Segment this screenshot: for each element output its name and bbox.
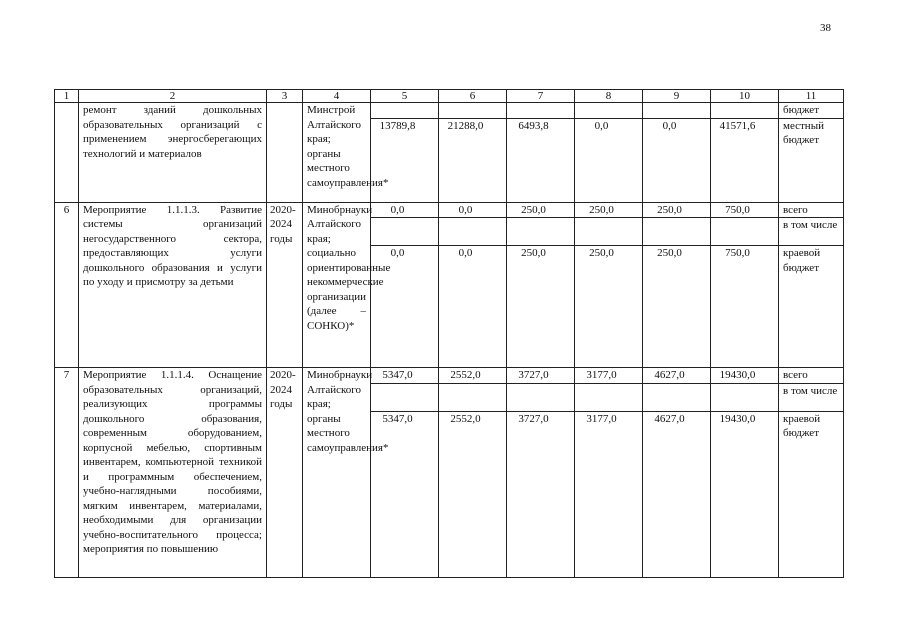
executor-cell: Минобрнауки Алтайского края; органы местного самоуправления* <box>303 368 371 578</box>
value-cell <box>507 103 575 119</box>
value-cell <box>439 218 507 246</box>
value-cell: 250,0 <box>575 246 643 368</box>
funding-source-label: краевой бюджет <box>779 411 844 577</box>
header-cell-9: 9 <box>643 90 711 103</box>
value-cell <box>371 383 439 411</box>
value-cell: 750,0 <box>711 202 779 218</box>
value-cell: 250,0 <box>643 202 711 218</box>
row-number-cell: 6 <box>55 202 79 368</box>
funding-source-label: краевой бюджет <box>779 246 844 368</box>
header-cell-3: 3 <box>267 90 303 103</box>
header-cell-1: 1 <box>55 90 79 103</box>
value-cell <box>507 383 575 411</box>
value-cell <box>575 103 643 119</box>
executor-cell: Минстрой Алтайского края; органы местного самоуправления* <box>303 103 371 203</box>
row-number-cell: 7 <box>55 368 79 578</box>
funding-source-label: всего <box>779 202 844 218</box>
value-cell <box>643 383 711 411</box>
value-cell: 250,0 <box>643 246 711 368</box>
value-cell <box>371 103 439 119</box>
funding-source-label: в том числе <box>779 218 844 246</box>
value-cell: 750,0 <box>711 246 779 368</box>
header-row <box>55 90 844 103</box>
value-cell: 3177,0 <box>575 411 643 577</box>
value-cell: 0,0 <box>643 118 711 202</box>
value-cell: 0,0 <box>439 202 507 218</box>
header-cell-10: 10 <box>711 90 779 103</box>
value-cell: 3727,0 <box>507 411 575 577</box>
value-cell: 5347,0 <box>371 368 439 384</box>
budget-table <box>54 89 844 578</box>
value-cell <box>643 218 711 246</box>
value-cell: 6493,8 <box>507 118 575 202</box>
value-cell <box>711 103 779 119</box>
header-cell-2: 2 <box>79 90 267 103</box>
value-cell: 5347,0 <box>371 411 439 577</box>
value-cell: 19430,0 <box>711 411 779 577</box>
value-cell <box>439 103 507 119</box>
period-cell: 2020-2024 годы <box>267 202 303 368</box>
value-cell <box>371 218 439 246</box>
value-cell: 0,0 <box>439 246 507 368</box>
value-cell: 4627,0 <box>643 368 711 384</box>
period-cell <box>267 103 303 203</box>
value-cell <box>643 103 711 119</box>
funding-source-label: местный бюджет <box>779 118 844 202</box>
funding-source-label: бюджет <box>779 103 844 119</box>
value-cell <box>507 218 575 246</box>
table-row <box>55 103 844 119</box>
value-cell: 0,0 <box>371 246 439 368</box>
table-row <box>55 368 844 384</box>
value-cell: 2552,0 <box>439 368 507 384</box>
value-cell: 0,0 <box>371 202 439 218</box>
value-cell: 21288,0 <box>439 118 507 202</box>
value-cell <box>711 383 779 411</box>
value-cell <box>575 218 643 246</box>
header-cell-8: 8 <box>575 90 643 103</box>
funding-source-label: в том числе <box>779 383 844 411</box>
period-cell: 2020-2024 годы <box>267 368 303 578</box>
header-cell-7: 7 <box>507 90 575 103</box>
value-cell: 13789,8 <box>371 118 439 202</box>
value-cell <box>711 218 779 246</box>
value-cell: 250,0 <box>575 202 643 218</box>
row-number-cell <box>55 103 79 203</box>
executor-cell: Минобрнауки Алтайского края; социально ориентированные некоммерческие организации (далее – СОНКО)* <box>303 202 371 368</box>
header-cell-11: 11 <box>779 90 844 103</box>
header-cell-4: 4 <box>303 90 371 103</box>
value-cell: 250,0 <box>507 202 575 218</box>
table-row <box>55 202 844 218</box>
measure-description: ремонт зданий дошкольных образовательных организаций с применением энергосберегающих технологий и материалов <box>79 103 267 203</box>
value-cell <box>575 383 643 411</box>
value-cell: 250,0 <box>507 246 575 368</box>
value-cell: 2552,0 <box>439 411 507 577</box>
page-number: 38 <box>820 22 831 34</box>
value-cell: 3727,0 <box>507 368 575 384</box>
measure-description: Мероприятие 1.1.1.3. Развитие системы организаций негосударственного сектора, предоставляющих услуги дошкольного образования и услуги по уходу и присмотру за детьми <box>79 202 267 368</box>
value-cell <box>439 383 507 411</box>
measure-description: Мероприятие 1.1.1.4. Оснащение образовательных организаций, реализующих программы дошкольного образования, современным оборудованием, корпусной мебелью, спортивным инвентарем, компьютерной техникой и программным обеспечением, учебно-наглядными пособиями, мягким инвентарем, материалами, необходимыми для организации учебно-воспитательного процесса; мероприятия по повышению <box>79 368 267 578</box>
value-cell: 0,0 <box>575 118 643 202</box>
value-cell: 19430,0 <box>711 368 779 384</box>
value-cell: 41571,6 <box>711 118 779 202</box>
funding-source-label: всего <box>779 368 844 384</box>
value-cell: 4627,0 <box>643 411 711 577</box>
value-cell: 3177,0 <box>575 368 643 384</box>
header-cell-6: 6 <box>439 90 507 103</box>
header-cell-5: 5 <box>371 90 439 103</box>
